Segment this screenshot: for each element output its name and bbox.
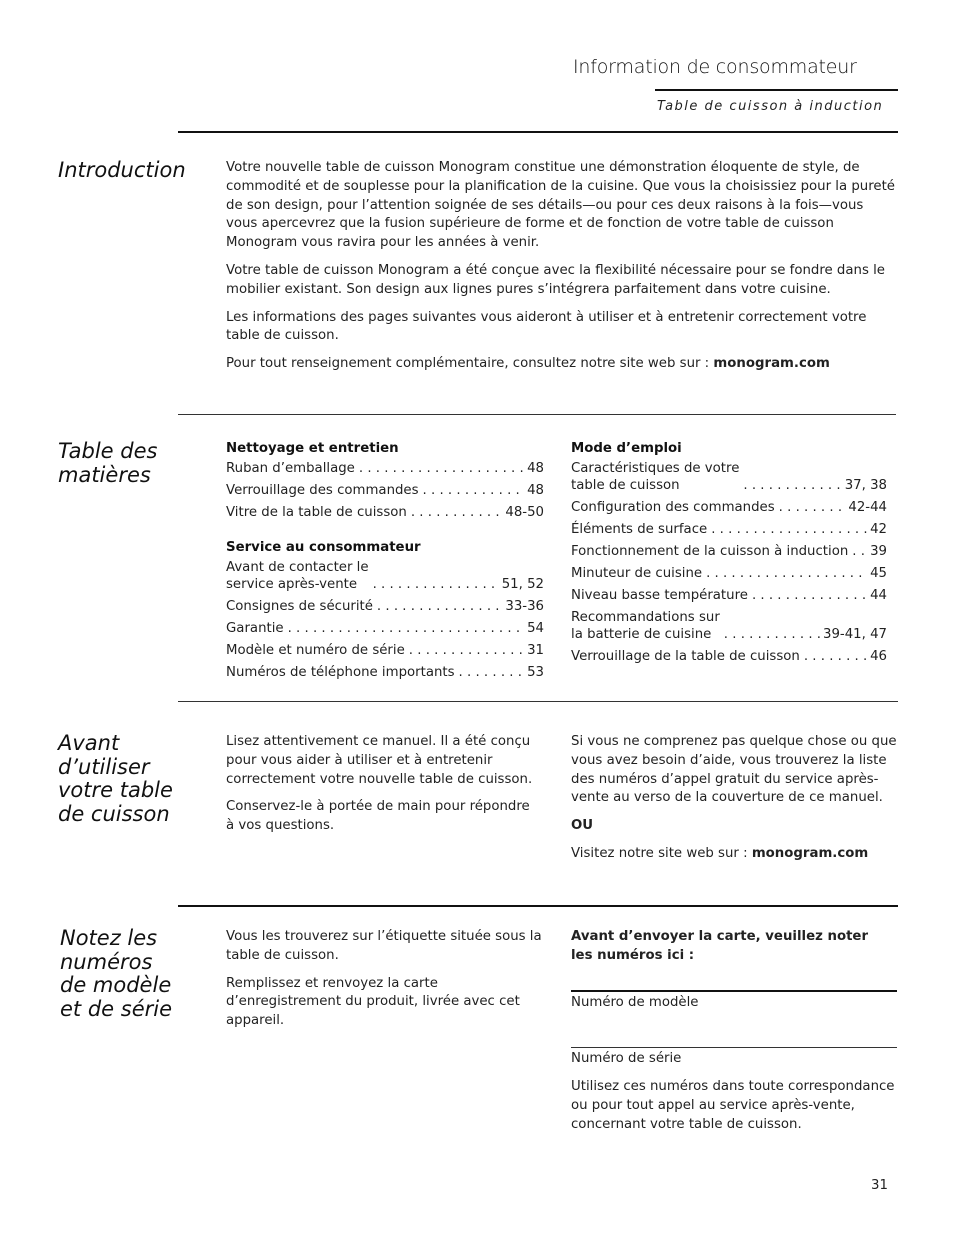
toc-entry[interactable] <box>571 604 887 643</box>
toc-entry[interactable] <box>226 499 544 521</box>
introduction-paragraph: Votre table de cuisson Monogram a été conçue avec la flexibilité nécessaire pour se fondre dans le mobilier existant. Son design aux lignes pures s’intégrera parfaitement dans votre cuisine. <box>226 262 885 297</box>
before-use-left <box>226 733 538 845</box>
toc-entry-page: 46 <box>870 649 887 664</box>
serial-number-line[interactable] <box>571 1047 897 1048</box>
toc-leader-dots <box>852 543 868 560</box>
toc-entry-page: 44 <box>870 588 887 603</box>
section-divider <box>178 701 898 702</box>
before-use-paragraph: Conservez-le à portée de main pour répondre à vos questions. <box>226 799 530 834</box>
header-title: Information de consommateur <box>573 56 857 78</box>
toc-entry-label: Ruban d’emballage <box>226 461 355 476</box>
website-link[interactable]: monogram.com <box>751 845 869 861</box>
toc-entry-label: Recommandations sur la batterie de cuisine <box>571 610 720 642</box>
toc-entry[interactable] <box>226 593 544 615</box>
toc-entry-page: 45 <box>870 566 887 581</box>
toc-leader-dots <box>804 648 868 665</box>
toc-entry[interactable] <box>226 557 544 593</box>
toc-entry[interactable] <box>571 458 887 494</box>
toc-entry[interactable] <box>226 458 544 477</box>
toc-entry-label: Consignes de sécurité <box>226 599 373 614</box>
toc-leader-dots <box>377 598 503 615</box>
toc-entry-page: 51, 52 <box>501 577 544 592</box>
toc-leader-dots <box>459 664 526 681</box>
section-divider <box>178 905 898 907</box>
toc-leader-dots <box>724 626 821 643</box>
toc-entry-label: Verrouillage des commandes <box>226 483 419 498</box>
toc-entry-label: Caractéristiques de votre table de cuisson <box>571 461 740 493</box>
toc-entry-label: Verrouillage de la table de cuisson <box>571 649 800 664</box>
toc-entry[interactable] <box>226 659 544 681</box>
toc-entry-page: 37, 38 <box>844 478 887 493</box>
toc-leader-dots <box>743 477 842 494</box>
toc-entry[interactable] <box>226 477 544 499</box>
toc-entry-label: Numéros de téléphone importants <box>226 665 455 680</box>
website-prefix: Pour tout renseignement complémentaire, consultez notre site web sur : <box>226 356 714 372</box>
toc-group <box>571 440 887 665</box>
toc-leader-dots <box>711 521 868 538</box>
toc-entry-label: Niveau basse température <box>571 588 748 603</box>
toc-entry-label: Minuteur de cuisine <box>571 566 703 581</box>
before-use-paragraph: Lisez attentivement ce manuel. Il a été conçu pour vous aider à utiliser et à entretenir correctement votre nouvelle table de cuisson. <box>226 734 533 787</box>
model-serial-paragraph: Vous les trouverez sur l’étiquette située sous la table de cuisson. <box>226 929 542 963</box>
model-serial-paragraph: Remplissez et renvoyez la carte d’enregistrement du produit, livrée avec cet appareil. <box>226 975 520 1029</box>
toc-entry-label: Configuration des commandes <box>571 500 775 515</box>
toc-entry-page: 42 <box>870 522 887 537</box>
toc-entry[interactable] <box>571 538 887 560</box>
toc-entry-page: 31 <box>527 643 544 658</box>
toc-entry-page: 48 <box>527 483 544 498</box>
model-serial-title: Notez les numéros de modèle et de série <box>60 926 173 1021</box>
model-serial-left <box>226 928 556 1040</box>
toc-entry[interactable] <box>571 516 887 538</box>
toc-leader-dots <box>779 499 847 516</box>
toc-group <box>226 539 544 681</box>
toc-leader-dots <box>411 504 504 521</box>
introduction-paragraph: Votre nouvelle table de cuisson Monogram constitue une démonstration éloquente de style, de commodité et de souplesse pour la planification de la cuisine. Que vous la choisissiez pour la pureté de son design, pour l’attention soignée de ses détails—ou pour ces deux raisons à la fois—vous vous apercevrez que la fusion supérieure de forme et de fonction de votre table de cuisson Monogram vous ravira pour les années à venir. <box>226 160 895 251</box>
toc-entry[interactable] <box>571 582 887 604</box>
toc-entry-page: 33-36 <box>505 599 544 614</box>
toc-entry[interactable] <box>571 643 887 665</box>
toc-entry[interactable] <box>226 615 544 637</box>
introduction-paragraph: Les informations des pages suivantes vous aideront à utiliser et à entretenir correctement votre table de cuisson. <box>226 309 867 344</box>
toc-group-heading: Service au consommateur <box>226 540 421 555</box>
or-label: OU <box>571 818 594 834</box>
toc-entry-label: Modèle et numéro de série <box>226 643 405 658</box>
toc-leader-dots <box>706 565 868 582</box>
before-use-right <box>571 733 897 873</box>
model-serial-instruction: Avant d’envoyer la carte, veuillez noter les numéros ici : <box>571 929 869 963</box>
toc-entry-page: 48 <box>527 461 544 476</box>
toc-entry-label: Garantie <box>226 621 284 636</box>
toc-leader-dots <box>359 460 525 477</box>
toc-leader-dots <box>752 587 868 604</box>
model-number-label: Numéro de modèle <box>571 995 699 1010</box>
toc-entry[interactable] <box>571 560 887 582</box>
toc-left-column <box>226 440 544 681</box>
toc-leader-dots <box>288 620 525 637</box>
toc-right-column <box>571 440 887 665</box>
toc-group <box>226 440 544 521</box>
before-use-title: Avant d’utiliser votre table de cuisson <box>58 731 173 826</box>
model-serial-closing: Utilisez ces numéros dans toute correspondance ou pour tout appel au service après-vente, concernant votre table de cuisson. <box>571 1079 895 1132</box>
toc-entry-page: 54 <box>527 621 544 636</box>
toc-group-heading: Nettoyage et entretien <box>226 441 399 456</box>
toc-leader-dots <box>423 482 526 499</box>
website-link[interactable]: monogram.com <box>713 356 830 372</box>
toc-entry[interactable] <box>571 494 887 516</box>
page-number: 31 <box>871 1178 888 1193</box>
website-prefix: Visitez notre site web sur : <box>571 845 752 861</box>
toc-entry-page: 53 <box>527 665 544 680</box>
serial-number-label: Numéro de série <box>571 1051 682 1066</box>
toc-entry-label: Éléments de surface <box>571 522 708 537</box>
toc-title: Table des matières <box>58 439 158 487</box>
header-rule <box>655 89 898 91</box>
header-subtitle: Table de cuisson à induction <box>657 99 884 114</box>
toc-leader-dots <box>409 642 525 659</box>
model-number-line[interactable] <box>571 990 897 992</box>
toc-leader-dots <box>373 576 500 593</box>
before-use-help-paragraph: Si vous ne comprenez pas quelque chose ou que vous avez besoin d’aide, vous trouverez la liste des numéros d’appel gratuit du service après-vente au verso de la couverture de ce manuel. <box>571 734 897 806</box>
introduction-website-line <box>226 355 896 374</box>
toc-entry-page: 39-41, 47 <box>822 627 887 642</box>
toc-entry-label: Avant de contacter le service après-vente <box>226 560 369 592</box>
toc-entry-page: 39 <box>870 544 887 559</box>
toc-entry-page: 42-44 <box>848 500 887 515</box>
section-divider <box>178 414 896 415</box>
introduction-title: Introduction <box>58 158 186 182</box>
section-divider <box>178 131 898 133</box>
introduction-body <box>226 159 896 383</box>
toc-entry[interactable] <box>226 637 544 659</box>
toc-entry-label: Vitre de la table de cuisson <box>226 505 407 520</box>
toc-group-heading: Mode d’emploi <box>571 441 682 456</box>
toc-entry-label: Fonctionnement de la cuisson à induction <box>571 544 849 559</box>
before-use-website-line <box>571 845 897 864</box>
toc-entry-page: 48-50 <box>505 505 544 520</box>
